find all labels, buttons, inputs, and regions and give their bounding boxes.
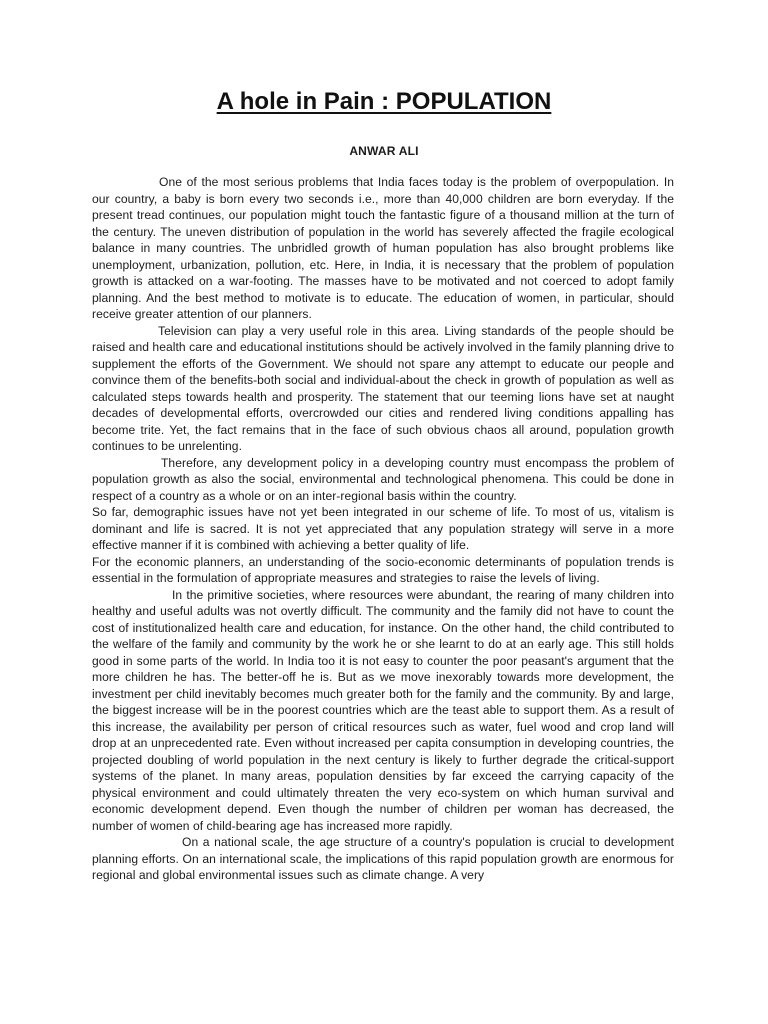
- document-body: [92, 174, 674, 884]
- paragraph: Television can play a very useful role in this area. Living standards of the people should be raised and health care and educational institutions should be actively involved in the family planning drive to supplement the efforts of the Government. We should not spare any attempt to educate our people and convince them of the benefits-both social and individual-about the check in growth of population as well as calculated steps towards health and prosperity. The statement that our teeming lions have set at naught decades of developmental efforts, overcrowded our cities and rendered living conditions appalling has become trite. Yet, the fact remains that in the face of such obvious chaos all around, population growth continues to be unrelenting.: [92, 323, 674, 453]
- document-title-text: A hole in Pain : POPULATION: [216, 88, 552, 115]
- paragraph: For the economic planners, an understanding of the socio-economic determinants of population trends is essential in the formulation of appropriate measures and strategies to raise the levels of living.: [92, 554, 674, 585]
- paragraph: In the primitive societies, where resources were abundant, the rearing of many children into healthy and useful adults was not overtly difficult. The community and the family did not have to count the cost of institutionalized health care and education, for instance. On the other hand, the child contributed to the welfare of the family and community by the work he or she learnt to do at an early age. This still holds good in some parts of the world. In India too it is not easy to counter the poor peasant's argument that the more children he has. The better-off he is. But as we move inexorably towards more development, the investment per child inevitably becomes much greater both for the family and the community. By and large, the biggest increase will be in the poorest countries which are the teast able to support them. As a result of this increase, the availability per person of critical resources such as water, fuel wood and crop land will drop at an unprecedented rate. Even without increased per capita consumption in developing countries, the projected doubling of world population in the next century is likely to further degrade the critical-support systems of the planet. In many areas, population densities by far exceed the carrying capacity of the physical environment and could ultimately threaten the very eco-system on which human survival and economic development depend. Even though the number of children per woman has decreased, the number of women of child-bearing age has increased more rapidly.: [92, 587, 674, 833]
- document-title: [0, 86, 768, 118]
- paragraph: On a national scale, the age structure of a country's population is crucial to development planning efforts. On an international scale, the implications of this rapid population growth are enormous for regional and global environmental issues such as climate change. A very: [92, 835, 674, 882]
- paragraph: So far, demographic issues have not yet been integrated in our scheme of life. To most of us, vitalism is dominant and life is sacred. It is not yet appreciated that any population strategy will serve in a more effective manner if it is combined with achieving a better quality of life.: [92, 505, 674, 552]
- paragraph: Therefore, any development policy in a developing country must encompass the problem of population growth as also the social, environmental and technological phenomena. This could be done in respect of a country as a whole or on an inter-regional basis within the country.: [92, 455, 674, 503]
- author-name: ANWAR ALI: [349, 144, 419, 158]
- paragraph: One of the most serious problems that India faces today is the problem of overpopulation. In our country, a baby is born every two seconds i.e., more than 40,000 children are born everyday. If the present tread continues, our population might touch the fantastic figure of a thousand million at the turn of the century. The uneven distribution of population in the world has severely affected the fragile ecological balance in many countries. The unbridled growth of human population has also brought problems like unemployment, urbanization, pollution, etc. Here, in India, it is necessary that the problem of population growth is attacked on a war-footing. The masses have to be motivated and not coerced to adopt family planning. And the best method to motivate is to educate. The education of women, in particular, should receive greater attention of our planners.: [92, 175, 674, 321]
